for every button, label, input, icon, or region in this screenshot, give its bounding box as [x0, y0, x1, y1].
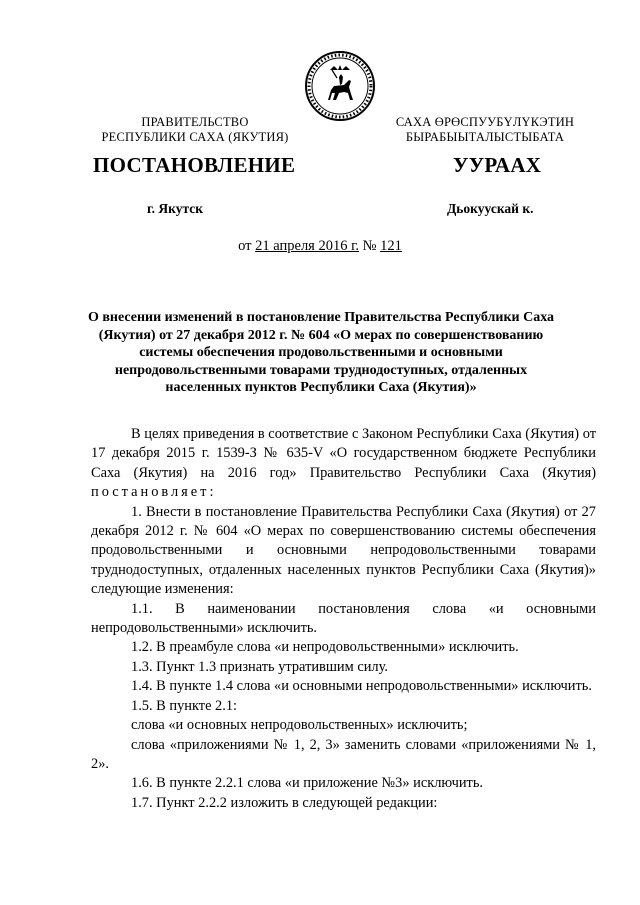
paragraph-1-1: 1.1. В наименовании постановления слова «и основными непродовольственными» исключить. — [91, 600, 596, 637]
document-date-number — [0, 238, 640, 255]
document-number: 121 — [380, 238, 402, 254]
government-name-sakha — [360, 115, 610, 145]
date-prefix: от — [238, 238, 256, 254]
intro-resolution-word: постановляет: — [91, 484, 217, 501]
number-sign: № — [359, 238, 381, 254]
document-subject: О внесении изменений в постановление Правительства Республики Саха (Якутия) от 27 декабря 2012 г. № 604 «О мерах по совершенствованию системы обеспечения продовольственными и основными непродовольственными товарами труднодоступных, отдаленных населенных пунктов Республики Саха (Якутия)» — [87, 310, 555, 396]
paragraph-1-5: 1.5. В пункте 2.1: — [131, 697, 238, 714]
paragraph-1-7: 1.7. Пункт 2.2.2 изложить в следующей редакции: — [131, 794, 438, 811]
paragraph-1-4: 1.4. В пункте 1.4 слова «и основными непродовольственными» исключить. — [131, 678, 592, 695]
government-name-ru — [70, 115, 320, 145]
city-ru: г. Якутск — [147, 201, 204, 216]
intro-text: В целях приведения в соответствие с Законом Республики Саха (Якутия) от 17 декабря 2015 г. 1539-З № 635-V «О государственном бюджете Республики Саха (Якутия) на 2016 год» Правительство Республики Саха (Якутия) — [91, 426, 596, 481]
header-right-line1: САХА ӨРӨСПУУБҮЛҮКЭТИН — [395, 115, 575, 129]
intro-paragraph — [91, 425, 596, 503]
paragraph-1-2: 1.2. В преамбуле слова «и непродовольственными» исключить. — [131, 639, 519, 656]
document-date: 21 апреля 2016 г. — [255, 238, 360, 254]
document-body — [91, 425, 596, 813]
paragraph-1-5-a: слова «и основных непродовольственных» исключить; — [131, 717, 468, 734]
paragraph-1: 1. Внести в постановление Правительства Республики Саха (Якутия) от 27 декабря 2012 г. № 604 «О мерах по совершенствованию системы обеспечения продовольственными и основными непродовольственными товарами труднодоступных, отдаленных населенных пунктов Республики Саха (Якутия)» следующие изменения: — [91, 503, 596, 598]
header-left-line2: РЕСПУБЛИКИ САХА (ЯКУТИЯ) — [101, 130, 289, 144]
paragraph-1-3: 1.3. Пункт 1.3 признать утратившим силу. — [131, 658, 388, 675]
city-sakha: Дьокуускай к. — [447, 201, 534, 216]
header-left-line1: ПРАВИТЕЛЬСТВО — [141, 115, 249, 129]
document-type-ru: ПОСТАНОВЛЕНИЕ — [93, 153, 296, 177]
paragraph-1-6: 1.6. В пункте 2.2.1 слова «и приложение №3» исключить. — [131, 775, 483, 792]
paragraph-1-5-b: слова «приложениями № 1, 2, 3» заменить словами «приложениями № 1, 2». — [91, 736, 596, 772]
document-type-sakha: УУРААХ — [453, 153, 542, 177]
coat-of-arms-emblem — [304, 50, 376, 122]
header-right-line2: БЫРАБЫЫТАЛЫСТЫБАТА — [405, 130, 565, 144]
